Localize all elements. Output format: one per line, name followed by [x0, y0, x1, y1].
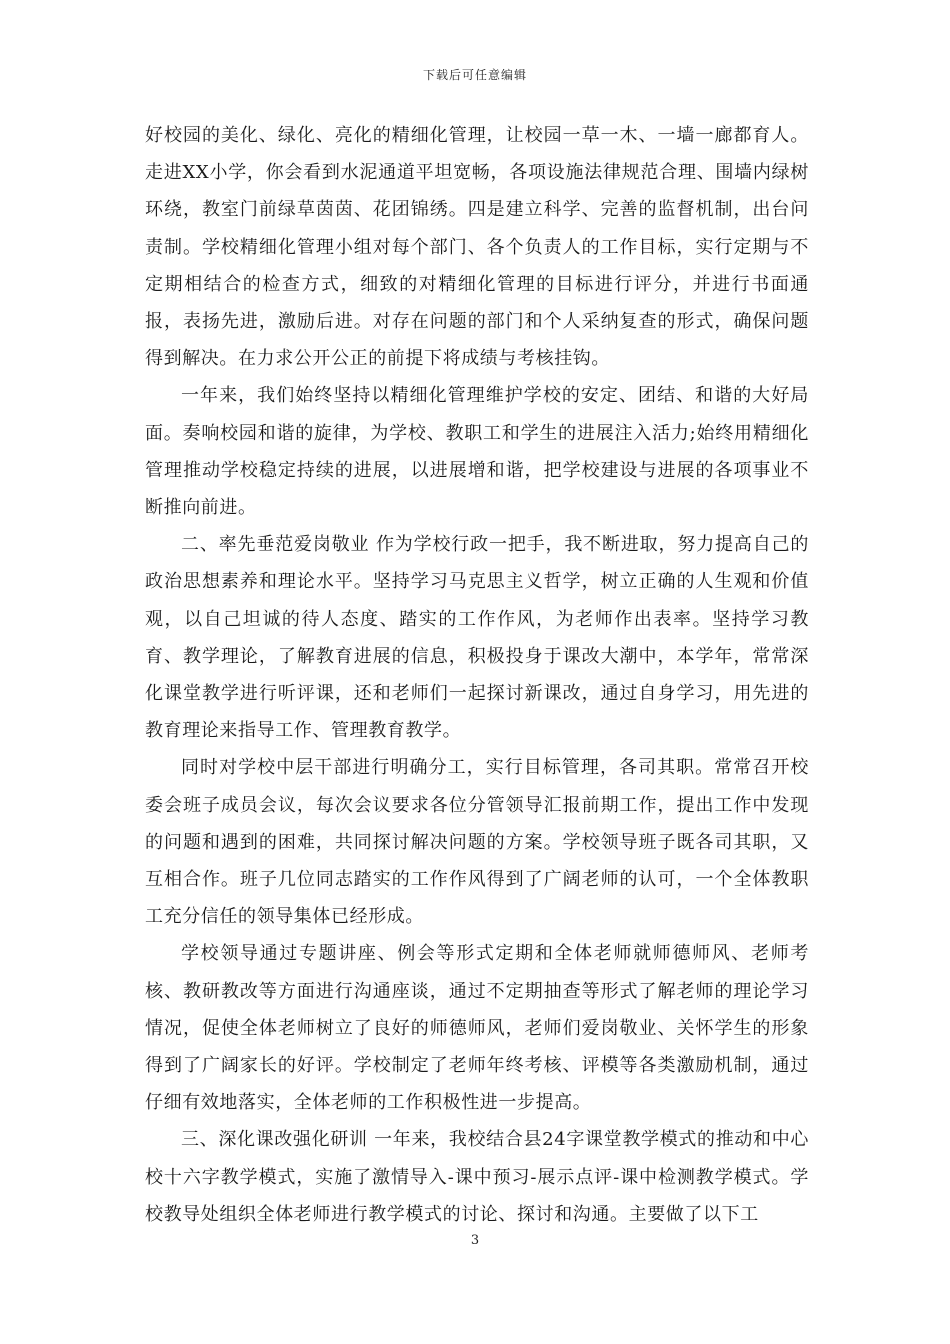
paragraph: 二、率先垂范爱岗敬业 作为学校行政一把手，我不断进取，努力提高自己的政治思想素养和理论水平。坚持学习马克思主义哲学，树立正确的人生观和价值观，以自己坦诚的待人态度、踏实的工作作风，为老师作出表率。坚持学习教育、教学理论，了解教育进展的信息，积极投身于课改大潮中，本学年，常常深化课堂教学进行听评课，还和老师们一起探讨新课改，通过自身学习，用先进的教育理论来指导工作、管理教育教学。 — [145, 534, 809, 742]
page-number: 3 — [470, 1233, 480, 1248]
paragraph: 一年来，我们始终坚持以精细化管理维护学校的安定、团结、和谐的大好局面。奏响校园和谐的旋律，为学校、教职工和学生的进展注入活力;始终用精细化管理推动学校稳定持续的进展，以进展增和谐，把学校建设与进展的各项事业不断推向前进。 — [145, 385, 809, 519]
paragraph: 学校领导通过专题讲座、例会等形式定期和全体老师就师德师风、老师考核、教研教改等方面进行沟通座谈，通过不定期抽查等形式了解老师的理论学习情况，促使全体老师树立了良好的师德师风，老师们爱岗敬业、关怀学生的形象得到了广阔家长的好评。学校制定了老师年终考核、评模等各类激励机制，通过仔细有效地落实，全体老师的工作积极性进一步提高。 — [145, 943, 809, 1114]
paragraph: 同时对学校中层干部进行明确分工，实行目标管理，各司其职。常常召开校委会班子成员会议，每次会议要求各位分管领导汇报前期工作，提出工作中发现的问题和遇到的困难，共同探讨解决问题的方案。学校领导班子既各司其职，又互相合作。班子几位同志踏实的工作作风得到了广阔老师的认可，一个全体教职工充分信任的领导集体已经形成。 — [145, 757, 809, 928]
paragraph: 三、深化课改强化研训 一年来，我校结合县24字课堂教学模式的推动和中心校十六字教学模式，实施了激情导入-课中预习-展示点评-课中检测教学模式。学校教导处组织全体老师进行教学模式的讨论、探讨和沟通。主要做了以下工 — [145, 1129, 809, 1225]
paragraph: 好校园的美化、绿化、亮化的精细化管理，让校园一草一木、一墙一廊都育人。走进XX小学，你会看到水泥通道平坦宽畅，各项设施法律规范合理、围墙内绿树环绕，教室门前绿草茵茵、花团锦绣。四是建立科学、完善的监督机制，出台问责制。学校精细化管理小组对每个部门、各个负责人的工作目标，实行定期与不定期相结合的检查方式，细致的对精细化管理的目标进行评分，并进行书面通报，表扬先进，激励后进。对存在问题的部门和个人采纳复查的形式，确保问题得到解决。在力求公开公正的前提下将成绩与考核挂钩。 — [145, 125, 809, 370]
document-body — [145, 117, 809, 1233]
page-header: 下载后可任意编辑 — [422, 68, 527, 82]
